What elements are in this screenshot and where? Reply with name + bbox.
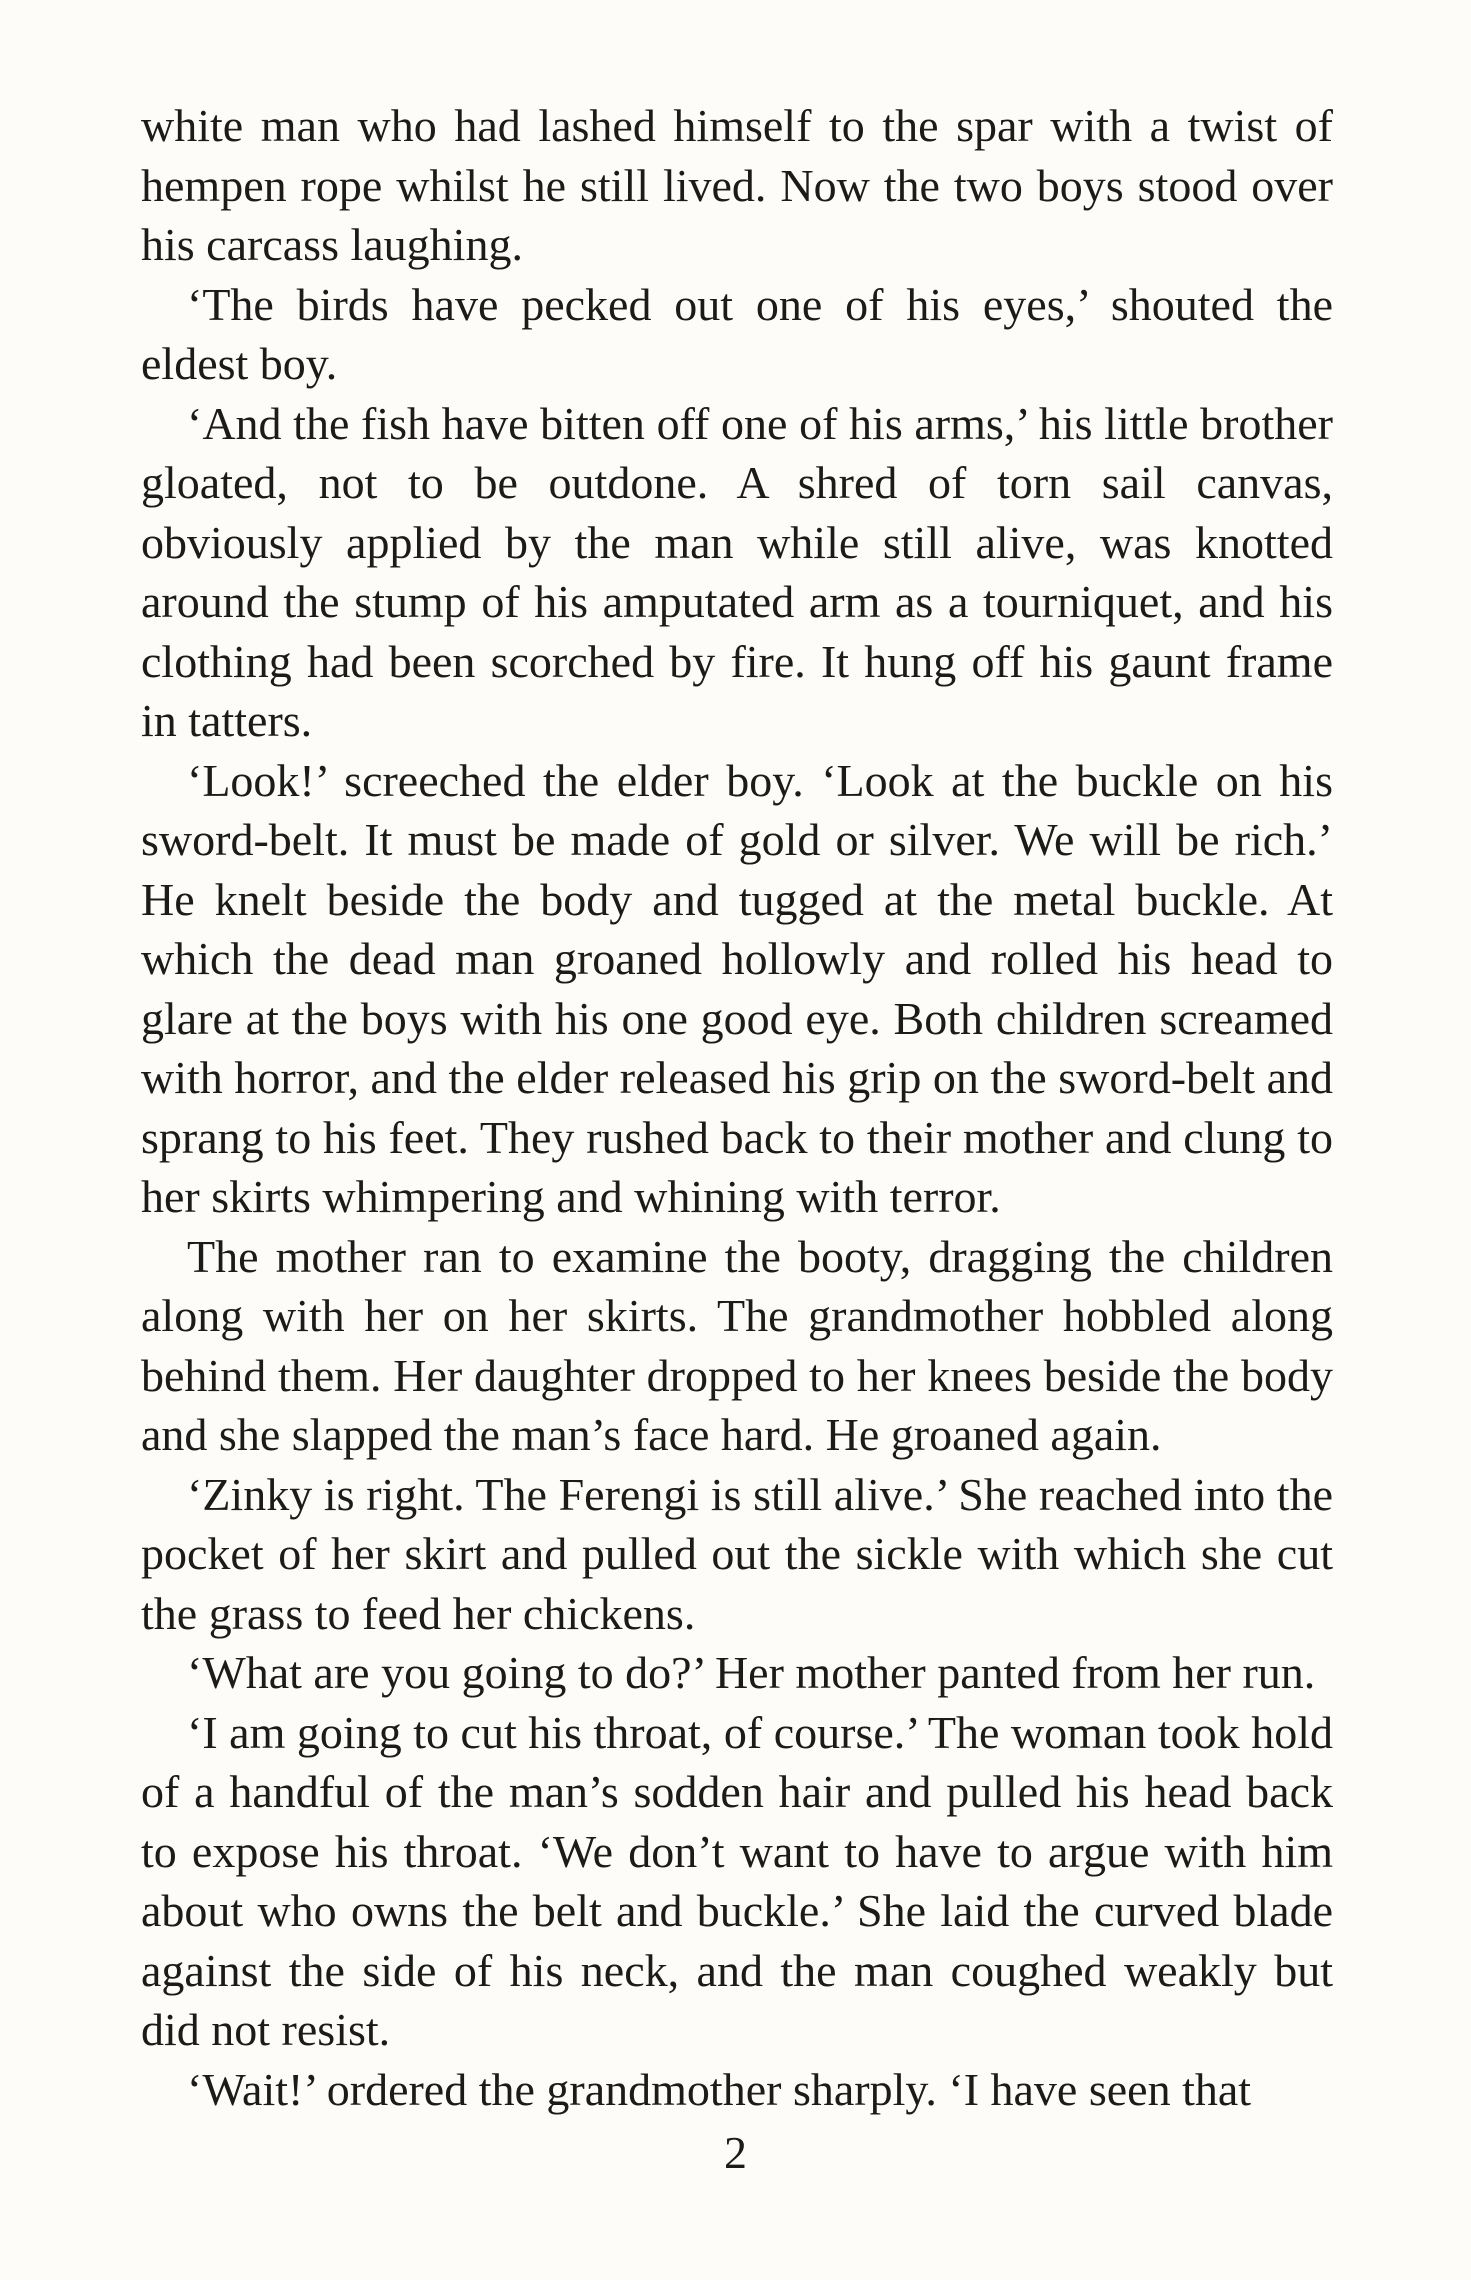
paragraph-2: ‘The birds have pecked out one of his eyes,’ shouted the eldest boy. — [141, 278, 1333, 389]
paragraph-3: ‘And the fish have bitten off one of his arms,’ his little brother gloated, not to be outdone. A shred of torn sail canvas, obviously applied by the man while still alive, was knotted around the stump of his amputated arm as a tourniquet, and his clothing had been scorched by fire. It hung off his gaunt frame in tatters. — [141, 397, 1333, 746]
page-number: 2 — [724, 2127, 747, 2178]
paragraph-7: ‘What are you going to do?’ Her mother panted from her run. — [187, 1647, 1316, 1698]
paragraph-4: ‘Look!’ screeched the elder boy. ‘Look at the buckle on his sword-belt. It must be made of gold or silver. We will be rich.’ He knelt beside the body and tugged at the metal buckle. At which the dead man groaned hollowly and rolled his head to glare at the boys with his one good eye. Both children screamed with horror, and the elder released his grip on the sword-belt and sprang to his feet. They rushed back to their mother and clung to her skirts whimpering and whining with terror. — [141, 754, 1333, 1222]
page-body — [141, 96, 1333, 2119]
paragraph-8: ‘I am going to cut his throat, of course.’ The woman took hold of a handful of the man’s sodden hair and pulled his head back to expose his throat. ‘We don’t want to have to argue with him about who owns the belt and buckle.’ She laid the curved blade against the side of his neck, and the man coughed weakly but did not resist. — [141, 1706, 1333, 2055]
paragraph-5: The mother ran to examine the booty, dragging the children along with her on her skirts. The grandmother hobbled along behind them. Her daughter dropped to her knees beside the body and she slapped the man’s face hard. He groaned again. — [141, 1230, 1333, 1460]
paragraph-6: ‘Zinky is right. The Ferengi is still alive.’ She reached into the pocket of her skirt and pulled out the sickle with which she cut the grass to feed her chickens. — [141, 1468, 1333, 1639]
paragraph-9: ‘Wait!’ ordered the grandmother sharply. ‘I have seen that — [187, 2063, 1252, 2115]
paragraph-1: white man who had lashed himself to the spar with a twist of hempen rope whilst he still lived. Now the two boys stood over his carcass laughing. — [141, 100, 1333, 270]
